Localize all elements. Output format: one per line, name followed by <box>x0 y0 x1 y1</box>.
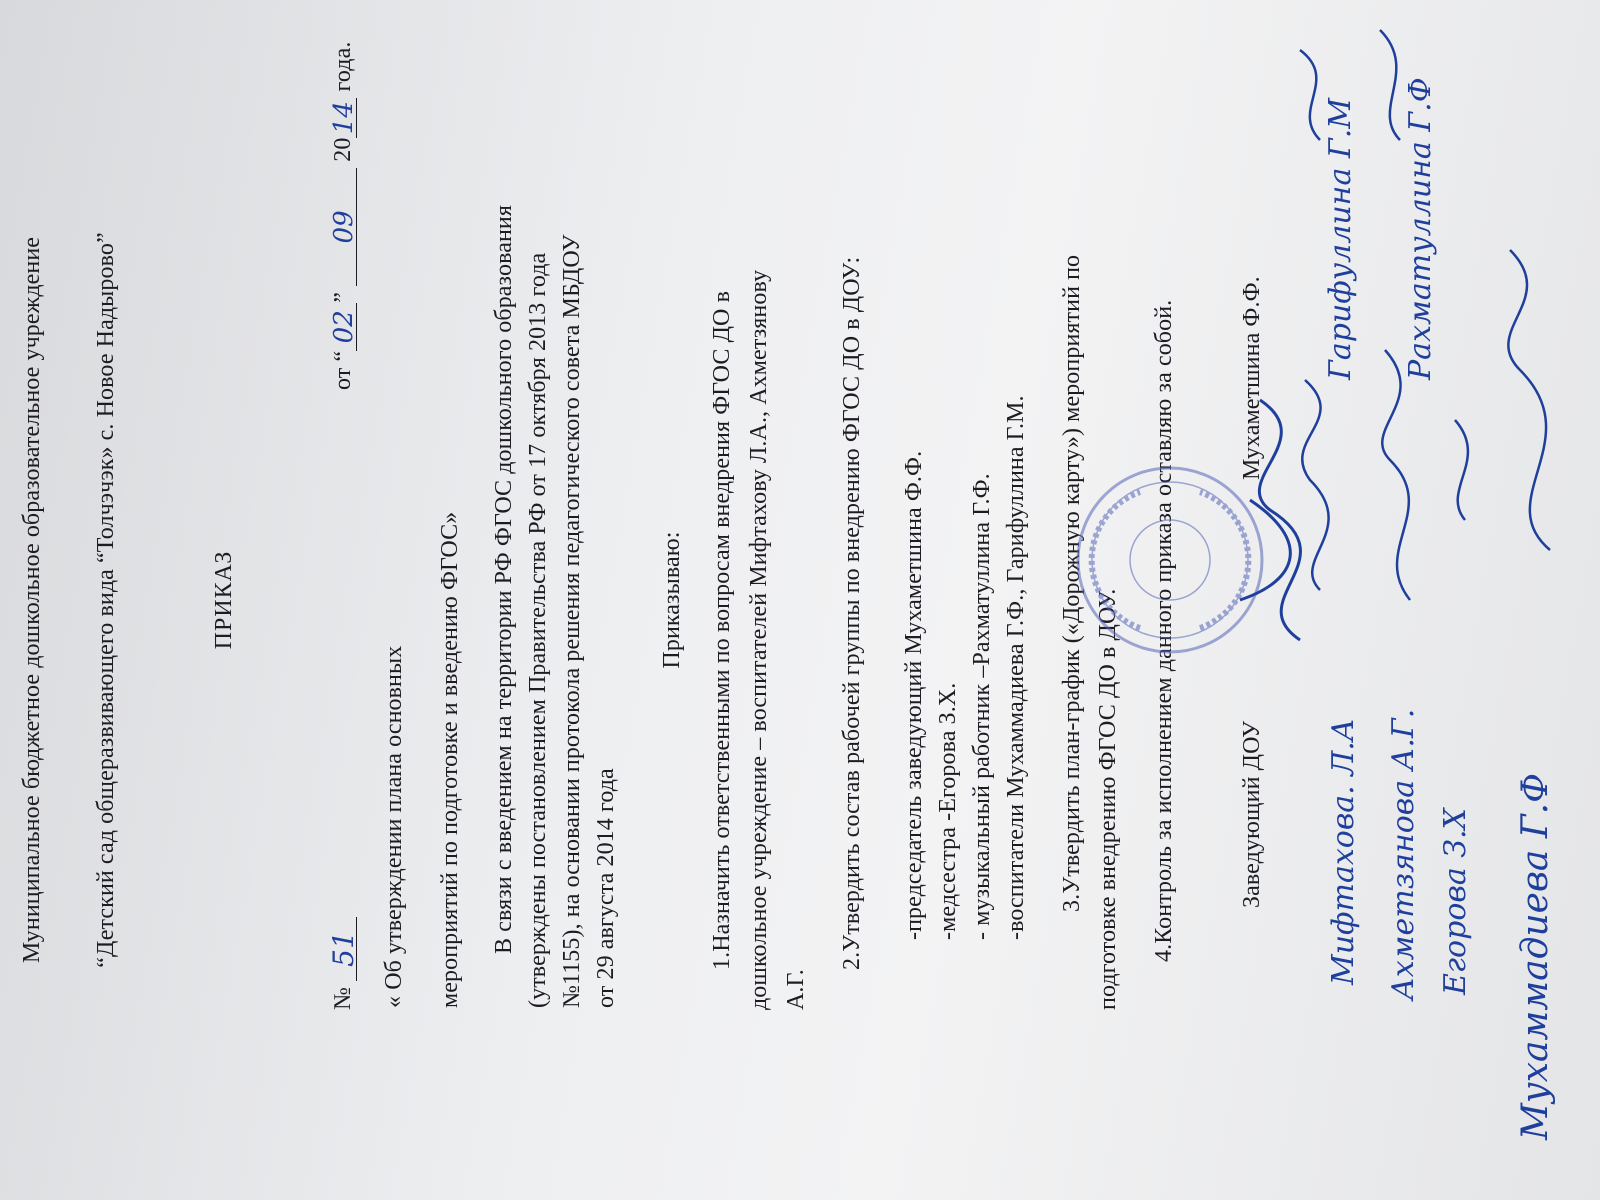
year-handwritten: 14 <box>329 100 359 135</box>
handwritten-name-5: Гарифуллина Г.М <box>1323 98 1358 380</box>
signatory-position: Заведующий ДОУ <box>1239 720 1265 908</box>
item1-line3: А.Г. <box>783 969 809 1010</box>
handwritten-name-2: Ахметзянова А.Г. <box>1386 708 1421 1000</box>
order-number-handwritten: 51 <box>327 930 360 967</box>
item3-line1: 3.Утвердить план-график («Дорожную карту») мероприятий по <box>1059 254 1085 912</box>
item3-line2: подготовке внедрению ФГОС ДО в ДОУ. <box>1095 588 1121 1010</box>
order-word: Приказываю: <box>659 531 685 669</box>
working-group-member-4: -воспитатели Мухаммадиева Г.Ф., Гарифуллина Г.М. <box>1003 395 1029 940</box>
working-group-member-3: - музыкальный работник –Рахматуллина Г.Ф. <box>969 473 995 940</box>
round-stamp <box>1078 468 1262 652</box>
handwritten-name-6: Рахматуллина Г.Ф <box>1403 77 1438 380</box>
order-number-prefix: № <box>330 987 356 1010</box>
day-handwritten: 02 <box>329 310 359 344</box>
working-group-member-1: -председатель заведующий Мухаметшина Ф.Ф. <box>901 450 927 940</box>
signatory-name: Мухаметшина Ф.Ф. <box>1239 276 1265 480</box>
month-handwritten: 09 <box>329 210 359 244</box>
handwritten-name-3: Егорова З.Х <box>1438 808 1473 995</box>
date-mid: ” <box>330 292 356 303</box>
year-prefix: 20 <box>330 137 356 162</box>
item1-line2: дошкольное учреждение – воспитателей Мифтахову Л.А., Ахметзянову <box>746 269 772 1010</box>
preamble-line4: от 29 августа 2014 года <box>593 768 619 1008</box>
preamble-line3: №1155), на основании протокола решения педагогического совета МБДОУ <box>559 234 585 1008</box>
document-title: ПРИКАЗ <box>211 550 237 650</box>
preamble-line1: В связи с введением на территории РФ ФГОС дошкольного образования <box>491 205 517 954</box>
handwritten-name-1: Мифтахова. Л.А <box>1326 718 1361 985</box>
handwritten-name-4: Мухаммадиева Г.Ф <box>1515 773 1556 1140</box>
subject-line2: мероприятий по подготовке и введению ФГОС» <box>437 511 463 1008</box>
institution-name-line1: Муниципальное бюджетное дошкольное образовательное учреждение <box>19 236 45 964</box>
institution-name-line2: “Детский сад общеразвивающего вида “Толчэчэк» с. Новое Надырово” <box>93 232 119 968</box>
date-prefix: от “ <box>330 350 356 390</box>
item2-line1: 2.Утвердить состав рабочей группы по внедрению ФГОС ДО в ДОУ: <box>839 256 865 970</box>
director-signature <box>1240 400 1300 640</box>
preamble-line2: (утверждены постановлением Правительства РФ от 17 октября 2013 года <box>525 252 551 1008</box>
item4-line1: 4.Контроль за исполнением данного приказа оставляю за собой. <box>1151 299 1177 962</box>
year-suffix: года. <box>330 41 356 92</box>
subject-line1: « Об утверждении плана основных <box>381 645 407 1008</box>
working-group-member-2: -медсестра -Егорова З.Х. <box>935 682 961 940</box>
item1-line1: 1.Назначить ответственными по вопросам внедрения ФГОС ДО в <box>709 290 735 970</box>
